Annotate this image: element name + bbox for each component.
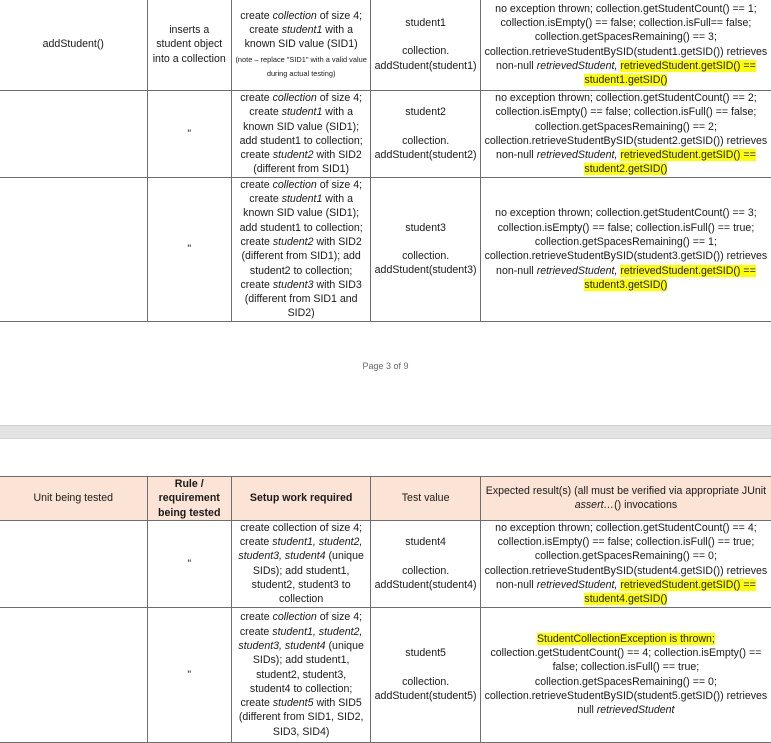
rule-cell: " [147, 177, 231, 321]
header-rule: Rule / requirement being tested [147, 477, 231, 521]
test-value-cell: student2 collection. addStudent(student2) [371, 91, 480, 178]
test-table-page3 [0, 0, 771, 322]
rule-cell: " [147, 520, 231, 607]
highlighted-assertion: retrievedStudent.getSID() == student4.getSID() [584, 579, 756, 606]
expected-cell: no exception thrown; collection.getStudentCount() == 1; collection.isEmpty() == false; collection.isFull== false; collection.getSpacesRemaining() == 3; collection.retrieveStudentBySID(student1.getSID()) retrieves non-null retrievedStudent, retrievedStudent.getSID() == student1.getSID() [480, 0, 771, 91]
unit-cell: addStudent() [0, 0, 147, 91]
header-test-value: Test value [371, 477, 480, 521]
setup-cell: create collection of size 4; create student1, student2, student3, student4 (unique SIDs); add student1, student2, student3 to collection [231, 520, 371, 607]
highlighted-assertion: retrievedStudent.getSID() == student2.getSID() [584, 149, 756, 176]
test-value-cell: student5 collection. addStudent(student5) [371, 607, 480, 742]
table-row [0, 607, 771, 742]
table-row [0, 520, 771, 607]
unit-cell [0, 91, 147, 178]
page-number: Page 3 of 9 [362, 361, 409, 371]
rule-cell: inserts a student object into a collection [147, 0, 231, 91]
setup-cell: create collection of size 4; create student1 with a known SID value (SID1); add student1 to collection; create student2 with SID2 (different from SID1); add student2 to collection; create student3 with SID3 (different from SID1 and SID2) [231, 177, 371, 321]
test-value-cell: student3 collection. addStudent(student3) [371, 177, 480, 321]
table-row [0, 177, 771, 321]
test-table-page4 [0, 476, 771, 743]
expected-cell: no exception thrown; collection.getStudentCount() == 4; collection.isEmpty() == false; collection.isFull() == true; collection.getSpacesRemaining() == 0; collection.retrieveStudentBySID(student4.getSID()) retrieves non-null retrievedStudent, retrievedStudent.getSID() == student4.getSID() [480, 520, 771, 607]
expected-cell: no exception thrown; collection.getStudentCount() == 2; collection.isEmpty() == false; collection.isFull() == false; collection.getSpacesRemaining() == 2; collection.retrieveStudentBySID(student2.getSID()) retrieves non-null retrievedStudent, retrievedStudent.getSID() == student2.getSID() [480, 91, 771, 178]
test-value-cell: student1 collection. addStudent(student1) [371, 0, 480, 91]
table-row [0, 0, 771, 91]
unit-cell [0, 520, 147, 607]
header-expected: Expected result(s) (all must be verified via appropriate JUnit assert…() invocations [480, 477, 771, 521]
table-row [0, 91, 771, 178]
header-setup: Setup work required [231, 477, 371, 521]
setup-cell: create collection of size 4; create student1, student2, student3, student4 (unique SIDs); add student1, student2, student3, student4 to collection; create student5 with SID5 (different from SID1, SID2, SID3, SID4) [231, 607, 371, 742]
highlighted-exception: StudentCollectionException is thrown; [536, 632, 715, 645]
test-value-cell: student4 collection. addStudent(student4) [371, 520, 480, 607]
setup-cell: create collection of size 4; create student1 with a known SID value (SID1); add student1 to collection; create student2 with SID2 (different from SID1) [231, 91, 371, 178]
page-separator [0, 425, 771, 439]
highlighted-assertion: retrievedStudent.getSID() == student1.getSID() [584, 59, 756, 87]
header-unit: Unit being tested [0, 477, 147, 521]
expected-cell: StudentCollectionException is thrown; collection.getStudentCount() == 4; collection.isEmpty() == false; collection.isFull() == true; collection.getSpacesRemaining() == 0; collection.retrieveStudentBySID(student5.getSID()) retrieves null retrievedStudent [480, 607, 771, 742]
unit-cell [0, 607, 147, 742]
rule-cell: " [147, 607, 231, 742]
setup-cell: create collection of size 4; create student1 with a known SID value (SID1) (note – replace "SID1" with a valid value during actual testing) [231, 0, 371, 91]
expected-cell: no exception thrown; collection.getStudentCount() == 3; collection.isEmpty() == false; collection.isFull() == true; collection.getSpacesRemaining() == 1; collection.retrieveStudentBySID(student3.getSID()) retrieves non-null retrievedStudent, retrievedStudent.getSID() == student3.getSID() [480, 177, 771, 321]
rule-cell: " [147, 91, 231, 178]
unit-cell [0, 177, 147, 321]
highlighted-assertion: retrievedStudent.getSID() == student3.getSID() [584, 264, 756, 291]
table-header-row [0, 477, 771, 521]
setup-note: (note – replace "SID1" with a valid value during actual testing) [235, 54, 367, 78]
